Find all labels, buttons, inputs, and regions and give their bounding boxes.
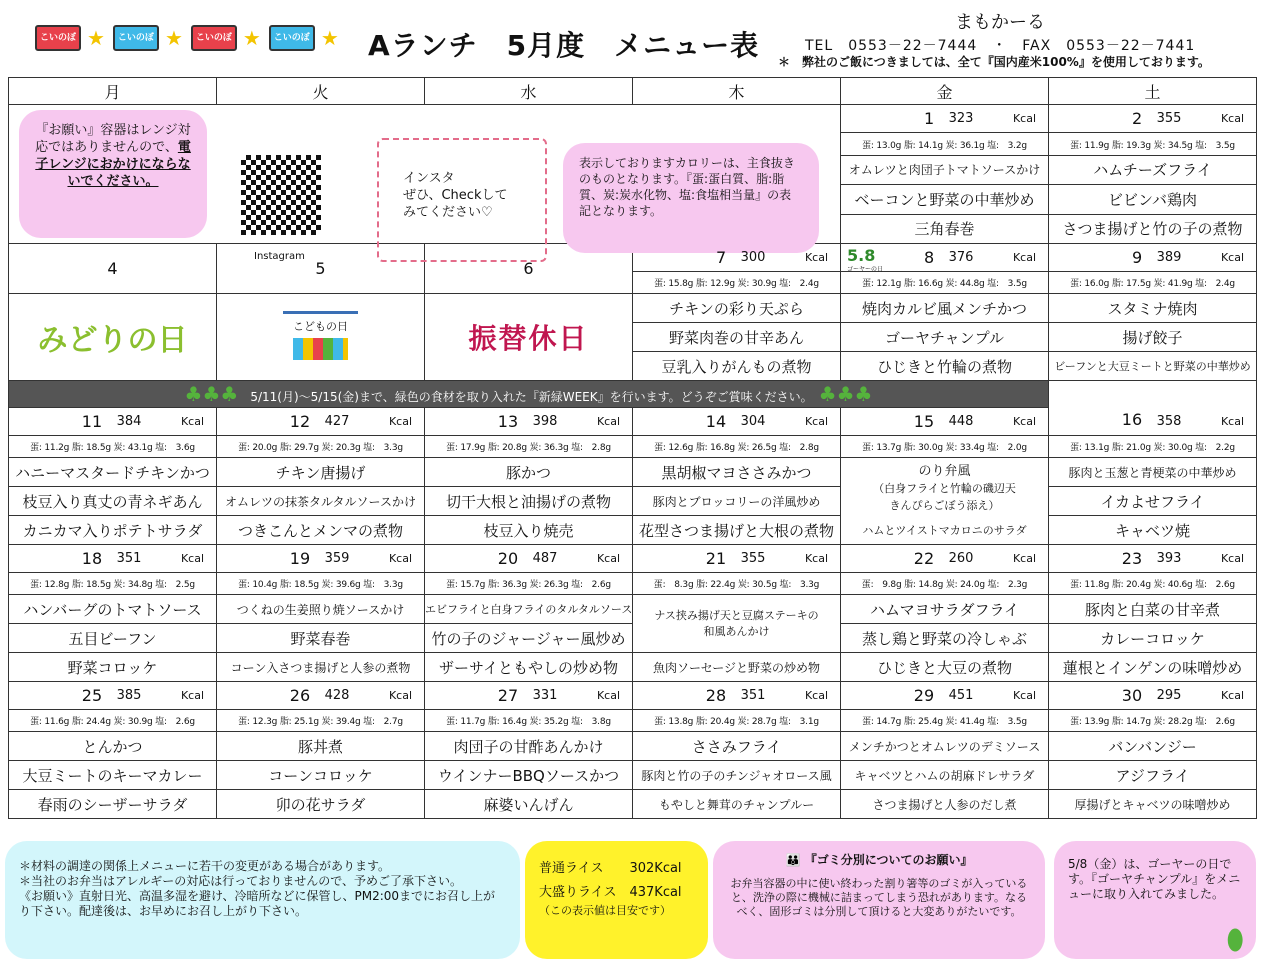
kcal-unit: Kcal xyxy=(804,552,828,565)
menu-item: キャベツ焼 xyxy=(1049,516,1257,545)
menu-item: 豚肉と白菜の甘辛煮 xyxy=(1049,595,1257,624)
menu-item: 野菜肉巻の甘辛あん xyxy=(633,323,841,352)
kcal-unit: Kcal xyxy=(596,552,620,565)
day-number: 15 xyxy=(913,412,935,431)
menu-item: 麻婆いんげん xyxy=(425,790,633,819)
kcal-unit: Kcal xyxy=(1220,552,1244,565)
menu-item: 豚肉とブロッコリーの洋風炒め xyxy=(633,487,841,516)
banner-text: 5/11(月)〜5/15(金)まで、緑色の食材を取り入れた『新緑WEEK』を行います。どうぞご賞味ください。 xyxy=(250,390,807,404)
contact-info: TEL 0553－22－7444 ・ FAX 0553－22－7441 xyxy=(805,38,1196,54)
kcal-unit: Kcal xyxy=(1220,251,1244,264)
menu-item-group xyxy=(633,595,841,653)
day-cell xyxy=(425,545,633,573)
menu-item: きんぴらごぼう添え） xyxy=(889,499,1000,512)
day-number: 18 xyxy=(81,549,103,568)
menu-item: 切干大根と油揚げの煮物 xyxy=(425,487,633,516)
menu-item: 花型さつま揚げと大根の煮物 xyxy=(633,516,841,545)
garbage-title-text: 『ゴミ分別についてのお願い』 xyxy=(804,853,973,867)
nutrition: 蛋: 11.9g 脂: 19.3g 炭: 34.5g 塩: 3.5g xyxy=(1049,133,1257,155)
kcal-value: 358 xyxy=(1156,414,1182,429)
menu-item: 豚丼煮 xyxy=(217,732,425,761)
menu-item: ひじきと竹輪の煮物 xyxy=(841,352,1049,381)
day-cell xyxy=(841,545,1049,573)
kcal-unit: Kcal xyxy=(1220,112,1244,125)
day-number: 22 xyxy=(913,549,935,568)
weekday-tue: 火 xyxy=(217,78,425,105)
day-cell xyxy=(841,244,1049,272)
menu-item: イカよせフライ xyxy=(1049,487,1257,516)
nutrition: 蛋: 12.8g 脂: 18.5g 炭: 34.8g 塩: 2.5g xyxy=(9,573,217,595)
kcal-value: 323 xyxy=(948,111,974,126)
nutrition: 蛋: 13.0g 脂: 14.1g 炭: 36.1g 塩: 3.2g xyxy=(841,133,1049,155)
menu-item: （白身フライと竹輪の磯辺天 xyxy=(873,482,1016,495)
kcal-value: 385 xyxy=(116,688,142,703)
goya-day-note xyxy=(1054,841,1256,959)
koi-red-icon: こいのぼり xyxy=(191,25,237,51)
flags-icon xyxy=(293,338,348,360)
rice-note: ＊ 弊社のご飯につきましては、全て『国内産米100%』を使用しております。 xyxy=(778,55,1210,69)
menu-item: ナス挟み揚げ天と豆腐ステーキの xyxy=(654,608,819,622)
menu-item: 豆乳入りがんもの煮物 xyxy=(633,352,841,381)
request-underline: 電子レンジにおかけにならないでください。 xyxy=(35,140,191,189)
star-icon: ★ xyxy=(320,26,339,50)
kcal-unit: Kcal xyxy=(1012,415,1036,428)
nutrition: 蛋: 13.9g 脂: 14.7g 炭: 28.2g 塩: 2.6g xyxy=(1049,710,1257,732)
kcal-unit: Kcal xyxy=(388,415,412,428)
kcal-unit: Kcal xyxy=(388,689,412,702)
day-number: 21 xyxy=(705,549,727,568)
request-text: 『お願い』容器はレンジ対応ではありませんので、 xyxy=(35,123,191,155)
kcal-value: 359 xyxy=(324,551,350,566)
day-number: 14 xyxy=(705,412,727,431)
nutrition: 蛋: 20.0g 脂: 29.7g 炭: 20.3g 塩: 3.3g xyxy=(217,436,425,458)
goya-day-text: 5/8（金）は、ゴーヤーの日です。『ゴーヤチャンプル』をメニューに取り入れてみました。 xyxy=(1068,857,1241,901)
day-number: 9 xyxy=(1131,248,1143,267)
nutrition: 蛋: 11.2g 脂: 18.5g 炭: 43.1g 塩: 3.6g xyxy=(9,436,217,458)
kcal-unit: Kcal xyxy=(1012,689,1036,702)
menu-item: 三角春巻 xyxy=(841,214,1049,243)
kcal-unit: Kcal xyxy=(596,689,620,702)
day-number: 16 xyxy=(1121,410,1143,429)
menu-item-group xyxy=(841,458,1049,545)
nutrition: 蛋: 14.7g 脂: 25.4g 炭: 41.4g 塩: 3.5g xyxy=(841,710,1049,732)
instagram-frame: インスタ ぜひ、Checkして みてください♡ xyxy=(377,138,547,262)
menu-item: つきこんとメンマの煮物 xyxy=(217,516,425,545)
goya-badge-sub: ゴーヤーの日 xyxy=(847,266,884,273)
midori-no-hi-logo: みどりの日 xyxy=(37,323,188,358)
kcal-unit: Kcal xyxy=(804,689,828,702)
furikae-kyujitsu-logo: 振替休日 xyxy=(468,322,589,355)
menu-item: コーンコロッケ xyxy=(217,761,425,790)
day-cell xyxy=(633,682,841,710)
nutrition: 蛋: 17.9g 脂: 20.8g 炭: 36.3g 塩: 2.8g xyxy=(425,436,633,458)
day-cell xyxy=(633,408,841,436)
menu-item: オムレツと肉団子トマトソースかけ xyxy=(841,155,1049,184)
day-number: 12 xyxy=(289,412,311,431)
kcal-unit: Kcal xyxy=(180,552,204,565)
star-icon: ★ xyxy=(242,26,261,50)
menu-item: カニカマ入りポテトサラダ xyxy=(9,516,217,545)
day-cell xyxy=(1049,682,1257,710)
menu-item: ささみフライ xyxy=(633,732,841,761)
menu-calendar xyxy=(8,77,1257,819)
day-cell xyxy=(9,682,217,710)
nutrition: 蛋: 11.7g 脂: 16.4g 炭: 35.2g 塩: 3.8g xyxy=(425,710,633,732)
kcal-value: 398 xyxy=(532,414,558,429)
day-cell xyxy=(217,408,425,436)
kcal-unit: Kcal xyxy=(804,415,828,428)
menu-item: 枝豆入り焼売 xyxy=(425,516,633,545)
menu-item: ビーフンと大豆ミートと野菜の中華炒め xyxy=(1049,352,1257,381)
kcal-value: 448 xyxy=(948,414,974,429)
nutrition: 蛋: 8.3g 脂: 22.4g 炭: 30.5g 塩: 3.3g xyxy=(633,573,841,595)
day-number: 6 xyxy=(425,244,633,294)
day-cell xyxy=(1049,545,1257,573)
day-number: 4 xyxy=(9,244,217,294)
garbage-text: お弁当容器の中に使い終わった割り箸等のゴミが入っていると、洗浄の際に機械に詰まってしまう恐れがあります。なるべく、固形ゴミは分別して頂けると大変ありがたいです。 xyxy=(730,877,1028,918)
menu-item: ハニーマスタードチキンかつ xyxy=(9,458,217,487)
nutrition: 蛋: 12.3g 脂: 25.1g 炭: 39.4g 塩: 2.7g xyxy=(217,710,425,732)
nutrition: 蛋: 13.8g 脂: 20.4g 炭: 28.7g 塩: 3.1g xyxy=(633,710,841,732)
menu-item: 揚げ餃子 xyxy=(1049,323,1257,352)
weekday-fri: 金 xyxy=(841,78,1049,105)
day-cell xyxy=(1049,105,1257,133)
day-cell xyxy=(217,682,425,710)
kcal-value: 487 xyxy=(532,551,558,566)
menu-item: メンチかつとオムレツのデミソース xyxy=(841,732,1049,761)
menu-item: エビフライと白身フライのタルタルソース xyxy=(425,595,633,624)
kcal-value: 351 xyxy=(116,551,142,566)
menu-item: 黒胡椒マヨささみかつ xyxy=(633,458,841,487)
day-cell xyxy=(425,682,633,710)
day-number: 11 xyxy=(81,412,103,431)
menu-item: キャベツとハムの胡麻ドレサラダ xyxy=(841,761,1049,790)
menu-item: つくねの生姜照り焼ソースかけ xyxy=(217,595,425,624)
rice-large: 大盛りライス 437Kcal xyxy=(539,885,682,900)
menu-item: 大豆ミートのキーマカレー xyxy=(9,761,217,790)
kcal-value: 428 xyxy=(324,688,350,703)
nutrition: 蛋: 10.4g 脂: 18.5g 炭: 39.6g 塩: 3.3g xyxy=(217,573,425,595)
day-cell xyxy=(841,408,1049,436)
star-icon: ★ xyxy=(164,26,183,50)
menu-item: さつま揚げと竹の子の煮物 xyxy=(1049,214,1257,243)
kcal-unit: Kcal xyxy=(180,415,204,428)
menu-item: 厚揚げとキャベツの味噌炒め xyxy=(1049,790,1257,819)
menu-item: アジフライ xyxy=(1049,761,1257,790)
menu-item: ハムマヨサラダフライ xyxy=(841,595,1049,624)
rice-calories xyxy=(525,841,708,959)
menu-item: チキンの彩り天ぷら xyxy=(633,294,841,323)
kcal-value: 393 xyxy=(1156,551,1182,566)
kcal-value: 355 xyxy=(1156,111,1182,126)
day-cell xyxy=(841,682,1049,710)
koi-blue-icon: こいのぼり xyxy=(269,25,315,51)
rice-normal: 普通ライス 302Kcal xyxy=(539,861,682,876)
menu-item: チキン唐揚げ xyxy=(217,458,425,487)
holiday-cell xyxy=(425,294,633,381)
menu-item: 五目ビーフン xyxy=(9,624,217,653)
nutrition: 蛋: 12.6g 脂: 16.8g 炭: 26.5g 塩: 2.8g xyxy=(633,436,841,458)
kodomo-no-hi-logo xyxy=(283,311,358,364)
family-icon: 👪 xyxy=(785,853,801,867)
holiday-cell xyxy=(217,294,425,381)
shinryoku-week-banner xyxy=(9,381,1049,408)
day-number: 19 xyxy=(289,549,311,568)
garbage-title xyxy=(727,853,1031,867)
menu-item: 豚肉と竹の子のチンジャオロース風 xyxy=(633,761,841,790)
day-number: 26 xyxy=(289,686,311,705)
menu-item: 竹の子のジャージャー風炒め xyxy=(425,624,633,653)
day-number: 20 xyxy=(497,549,519,568)
menu-item: 蒸し鶏と野菜の冷しゃぶ xyxy=(841,624,1049,653)
general-notes: ＊材料の調達の関係上メニューに若干の変更がある場合があります。 ＊当社のお弁当はアレルギーの対応は行っておりませんので、予めご了承下さい。 《お願い》直射日光、高温多湿を避け、冷暗所などに保管し、PM2:00までにお召し上がり下さい。配達後は、お早めにお召し上がり下さい。 xyxy=(5,841,520,959)
menu-item: ゴーヤチャンプル xyxy=(841,323,1049,352)
weekday-mon: 月 xyxy=(9,78,217,105)
nutrition: 蛋: 11.6g 脂: 24.4g 炭: 30.9g 塩: 2.6g xyxy=(9,710,217,732)
company-name: まもかーる xyxy=(955,12,1045,33)
clover-icon: ♣♣♣ xyxy=(818,382,873,406)
menu-item: 和風あんかけ xyxy=(703,624,770,638)
day-number: 29 xyxy=(913,686,935,705)
menu-item: 豚肉と玉葱と青梗菜の中華炒め xyxy=(1049,458,1257,487)
day-cell xyxy=(217,545,425,573)
goya-icon: ⬮ xyxy=(1226,923,1244,956)
menu-item: のり弁風 xyxy=(918,464,971,479)
menu-item: とんかつ xyxy=(9,732,217,761)
instagram-label: Instagram xyxy=(254,251,305,262)
request-note xyxy=(19,110,207,238)
menu-item: 焼肉カルビ風メンチかつ xyxy=(841,294,1049,323)
qr-code-icon[interactable] xyxy=(241,155,321,235)
day-number: 5 xyxy=(217,244,425,294)
day-number: 2 xyxy=(1131,109,1143,128)
kcal-unit: Kcal xyxy=(1012,251,1036,264)
day-cell xyxy=(425,408,633,436)
page-title: Aランチ 5月度 メニュー表 xyxy=(368,29,760,62)
menu-item: ハンバーグのトマトソース xyxy=(9,595,217,624)
kcal-unit: Kcal xyxy=(1220,689,1244,702)
menu-item: カレーコロッケ xyxy=(1049,624,1257,653)
day-number: 8 xyxy=(923,248,935,267)
kcal-unit: Kcal xyxy=(1012,112,1036,125)
day-number: 30 xyxy=(1121,686,1143,705)
menu-item: 野菜コロッケ xyxy=(9,653,217,682)
kcal-unit: Kcal xyxy=(1220,415,1244,428)
nutrition: 蛋: 9.8g 脂: 14.8g 炭: 24.0g 塩: 2.3g xyxy=(841,573,1049,595)
day-number: 13 xyxy=(497,412,519,431)
kcal-unit: Kcal xyxy=(180,689,204,702)
kcal-value: 304 xyxy=(740,414,766,429)
koinobori-decoration xyxy=(35,25,343,65)
weekday-sat: 土 xyxy=(1049,78,1257,105)
menu-item: ハムとツイストマカロニのサラダ xyxy=(862,524,1027,537)
day-cell xyxy=(633,545,841,573)
day-cell xyxy=(841,105,1049,133)
nutrition: 蛋: 15.7g 脂: 36.3g 炭: 26.3g 塩: 2.6g xyxy=(425,573,633,595)
menu-item: 野菜春巻 xyxy=(217,624,425,653)
day-number: 25 xyxy=(81,686,103,705)
day-cell xyxy=(1049,381,1257,436)
nutrition: 蛋: 13.7g 脂: 30.0g 炭: 33.4g 塩: 2.0g xyxy=(841,436,1049,458)
kodomo-no-hi-label: こどもの日 xyxy=(293,319,348,333)
nutrition: 蛋: 13.1g 脂: 21.0g 炭: 30.0g 塩: 2.2g xyxy=(1049,436,1257,458)
weekday-thu: 木 xyxy=(633,78,841,105)
menu-item: ベーコンと野菜の中華炒め xyxy=(841,185,1049,214)
menu-item: 枝豆入り真丈の青ネギあん xyxy=(9,487,217,516)
menu-item: 豚かつ xyxy=(425,458,633,487)
menu-item: 肉団子の甘酢あんかけ xyxy=(425,732,633,761)
kcal-unit: Kcal xyxy=(388,552,412,565)
kcal-unit: Kcal xyxy=(804,251,828,264)
kcal-value: 451 xyxy=(948,688,974,703)
menu-item: もやしと舞茸のチャンプルー xyxy=(633,790,841,819)
kcal-value: 389 xyxy=(1156,250,1182,265)
menu-item: ひじきと大豆の煮物 xyxy=(841,653,1049,682)
day-number: 27 xyxy=(497,686,519,705)
star-icon: ★ xyxy=(87,26,105,50)
kcal-value: 300 xyxy=(740,250,766,265)
menu-item: 卯の花サラダ xyxy=(217,790,425,819)
koi-red-icon: こいのぼり xyxy=(35,25,81,51)
kcal-unit: Kcal xyxy=(596,415,620,428)
day-cell xyxy=(1049,244,1257,272)
menu-item: ハムチーズフライ xyxy=(1049,155,1257,184)
nutrition: 蛋: 12.1g 脂: 16.6g 炭: 44.8g 塩: 3.5g xyxy=(841,272,1049,294)
day-cell xyxy=(633,244,841,272)
menu-item: 蓮根とインゲンの味噌炒め xyxy=(1049,653,1257,682)
holiday-cell xyxy=(9,294,217,381)
rice-estimate-note: （この表示値は目安です） xyxy=(539,904,671,917)
weekday-wed: 水 xyxy=(425,78,633,105)
day-cell xyxy=(9,408,217,436)
kcal-unit: Kcal xyxy=(1012,552,1036,565)
day-number: 28 xyxy=(705,686,727,705)
kcal-value: 384 xyxy=(116,414,142,429)
calorie-note: 表示しておりますカロリーは、主食抜きのものとなります。『蛋:蛋白質、脂:脂質、炭:炭水化物、塩:食塩相当量』の表記となります。 xyxy=(563,143,819,253)
menu-item: 魚肉ソーセージと野菜の炒め物 xyxy=(633,653,841,682)
kcal-value: 376 xyxy=(948,250,974,265)
day-number: 1 xyxy=(923,109,935,128)
day-number: 23 xyxy=(1121,549,1143,568)
menu-item: ザーサイともやしの炒め物 xyxy=(425,653,633,682)
kcal-value: 351 xyxy=(740,688,766,703)
koi-blue-icon: こいのぼり xyxy=(113,25,159,51)
kcal-value: 260 xyxy=(948,551,974,566)
kcal-value: 427 xyxy=(324,414,350,429)
nutrition: 蛋: 11.8g 脂: 20.4g 炭: 40.6g 塩: 2.6g xyxy=(1049,573,1257,595)
menu-item: さつま揚げと人参のだし煮 xyxy=(841,790,1049,819)
kcal-value: 331 xyxy=(532,688,558,703)
clover-icon: ♣♣♣ xyxy=(184,382,239,406)
menu-item: コーン入さつま揚げと人参の煮物 xyxy=(217,653,425,682)
garbage-request xyxy=(713,841,1045,959)
goya-badge: 5.8 xyxy=(847,246,876,265)
kcal-value: 295 xyxy=(1156,688,1182,703)
menu-item: 春雨のシーザーサラダ xyxy=(9,790,217,819)
menu-item: スタミナ焼肉 xyxy=(1049,294,1257,323)
header xyxy=(0,0,1262,75)
nutrition: 蛋: 16.0g 脂: 17.5g 炭: 41.9g 塩: 2.4g xyxy=(1049,272,1257,294)
menu-item: オムレツの抹茶タルタルソースかけ xyxy=(217,487,425,516)
kcal-value: 355 xyxy=(740,551,766,566)
nutrition: 蛋: 15.8g 脂: 12.9g 炭: 30.9g 塩: 2.4g xyxy=(633,272,841,294)
day-cell xyxy=(9,545,217,573)
menu-item: ビビンバ鶏肉 xyxy=(1049,185,1257,214)
menu-item: バンバンジー xyxy=(1049,732,1257,761)
day-number: 7 xyxy=(715,248,727,267)
menu-item: ウインナーBBQソースかつ xyxy=(425,761,633,790)
